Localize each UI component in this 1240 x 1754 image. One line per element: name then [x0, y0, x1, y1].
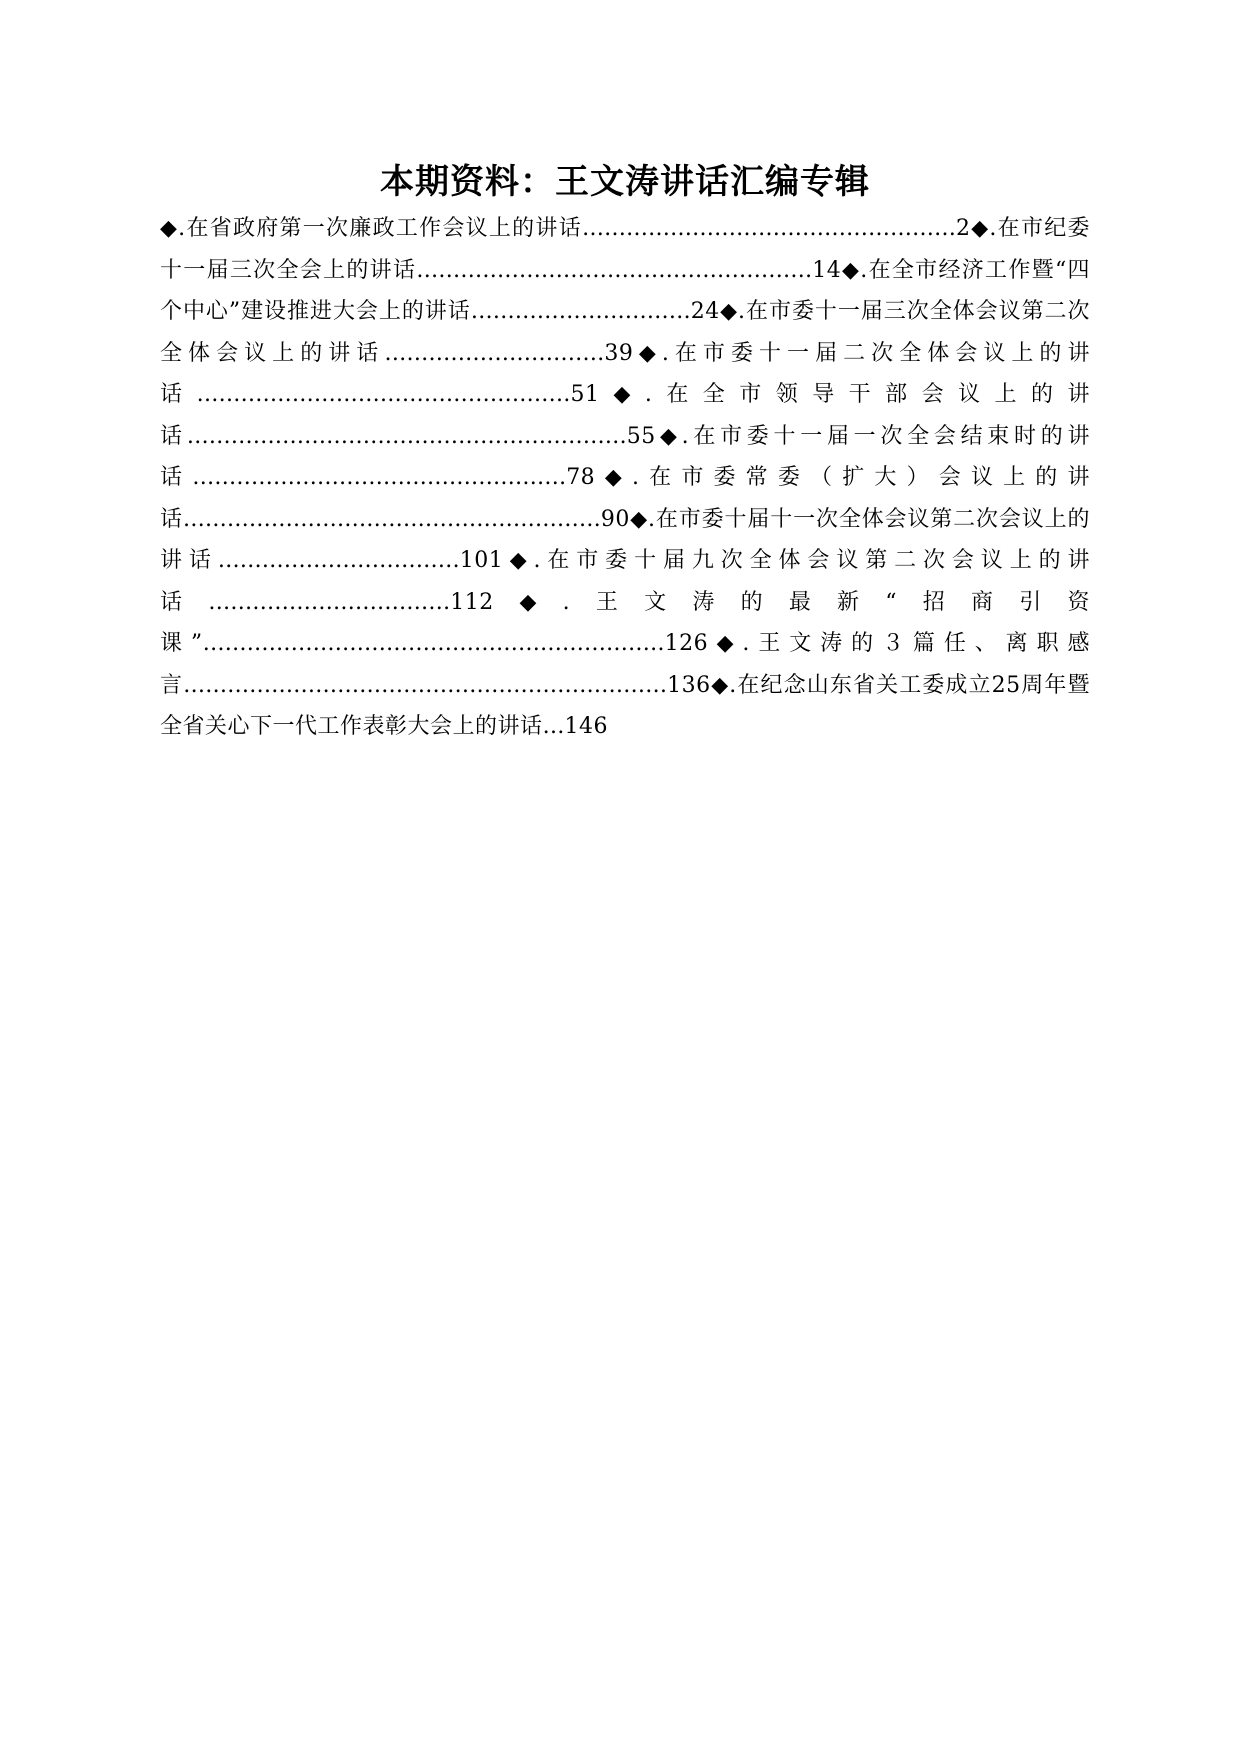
entry-page-number: 78 [566, 465, 596, 490]
entry-marker: ◆. [841, 257, 868, 283]
entry-page-number: 146 [564, 714, 609, 739]
entry-marker: ◆. [503, 548, 541, 573]
entry-page-number: 2 [955, 216, 971, 241]
entry-marker: ◆. [719, 299, 746, 324]
dot-leader: …………………………………………… [196, 382, 571, 407]
entry-title: 在市委十一届一次全会结束时的讲话 [160, 423, 1090, 490]
entry-page-number: 90 [600, 506, 630, 532]
table-of-contents [160, 208, 1090, 748]
entry-title: 在市委十届九次全体会议第二次会议上的讲话 [160, 548, 1090, 615]
entry-marker: ◆. [710, 672, 737, 698]
dot-leader: ………………………………………………… [182, 506, 601, 532]
entry-page-number: 101 [459, 548, 504, 573]
entry-title: 王文涛的最新“招商引资课” [160, 589, 1090, 656]
entry-page-number: 126 [664, 631, 709, 656]
entry-marker: ◆. [633, 340, 670, 366]
dot-leader: …………………………………………………… [186, 423, 627, 449]
dot-leader: …………………………… [208, 589, 451, 615]
dot-leader: ………………………………………………………… [183, 672, 668, 698]
page-title: 本期资料：王文涛讲话汇编专辑 [380, 162, 870, 202]
entry-page-number: 136 [667, 672, 711, 698]
entry-title: 在市委十一届二次全体会议上的讲话 [160, 340, 1090, 407]
entry-marker: ◆. [493, 589, 571, 615]
dot-leader: …………………………………………… [192, 465, 567, 490]
dot-leader: … [542, 714, 565, 739]
entry-page-number: 55 [626, 423, 656, 449]
entry-title: 在市委常委（扩大）会议上的讲话 [160, 465, 1090, 532]
entry-title: 在市委十一届三次全体会议第二次全体会议上的讲话 [160, 299, 1090, 366]
entry-page-number: 39 [604, 340, 634, 366]
dot-leader: ………………………… [470, 299, 691, 324]
dot-leader: …………………………… [217, 548, 460, 573]
entry-page-number: 112 [450, 589, 494, 615]
entry-title: 在省政府第一次廉政工作会议上的讲话 [185, 216, 582, 241]
entry-marker: ◆. [655, 423, 690, 449]
entry-title: 在市纪委十一届三次全会上的讲话 [160, 216, 1090, 283]
dot-leader: ………………………… [384, 340, 605, 366]
entry-title: 在全市领导干部会议上的讲话 [160, 382, 1090, 449]
entry-marker: ◆. [595, 465, 640, 490]
entry-page-number: 24 [690, 299, 720, 324]
entry-marker: ◆. [629, 506, 656, 532]
toc-entry[interactable] [160, 216, 970, 241]
entry-marker: ◆. [970, 216, 997, 241]
entry-marker: ◆. [160, 216, 186, 241]
dot-leader: …………………………………………… [581, 216, 956, 241]
entry-page-number: 51 [570, 382, 600, 407]
dot-leader: ……………………………………………… [416, 257, 813, 283]
entry-title: 在纪念山东省关工委成立25周年暨全省关心下一代工作表彰大会上的讲话 [160, 672, 1090, 739]
entry-title: 在全市经济工作暨“四个中心”建设推进大会上的讲话 [160, 257, 1090, 324]
entry-marker: ◆. [599, 382, 653, 407]
dot-leader: ……………………………………………………… [202, 631, 665, 656]
entry-title: 王文涛的３篇任、离职感言 [160, 631, 1090, 698]
entry-page-number: 14 [812, 257, 842, 283]
entry-title: 在市委十届十一次全体会议第二次会议上的讲话 [160, 506, 1090, 573]
entry-marker: ◆. [708, 631, 750, 656]
